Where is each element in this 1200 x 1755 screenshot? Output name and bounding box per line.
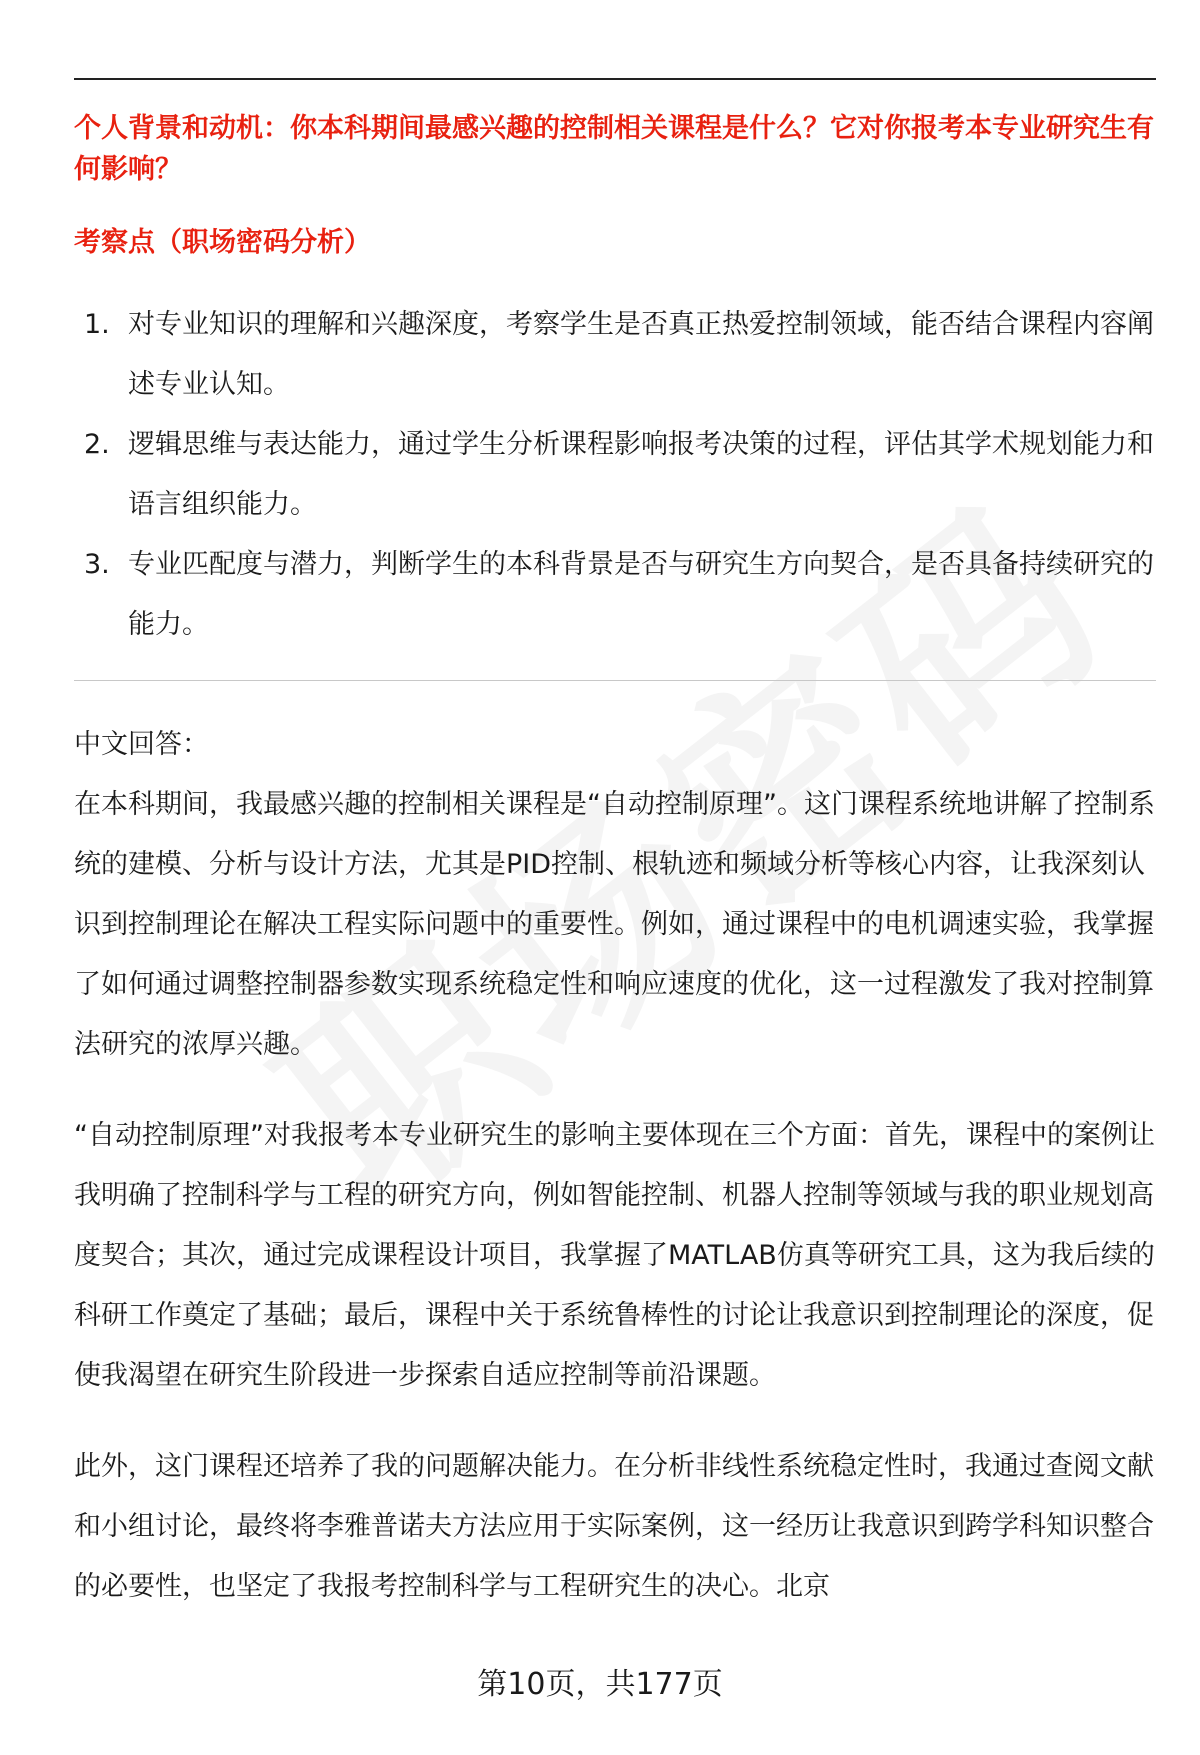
answer-section xyxy=(74,715,1156,1617)
list-item xyxy=(74,295,1156,415)
answer-label: 中文回答： xyxy=(74,729,209,760)
list-item xyxy=(74,535,1156,655)
list-item-number: 3. xyxy=(84,549,110,580)
answer-paragraph: 在本科期间，我最感兴趣的控制相关课程是“自动控制原理”。这门课程系统地讲解了控制系统的建模、分析与设计方法，尤其是PID控制、根轨迹和频域分析等核心内容，让我深刻认识到控制理论在解决工程实际问题中的重要性。例如，通过课程中的电机调速实验，我掌握了如何通过调整控制器参数实现系统稳定性和响应速度的优化，这一过程激发了我对控制算法研究的浓厚兴趣。 xyxy=(74,789,1155,1060)
section-divider xyxy=(74,680,1156,681)
top-divider xyxy=(74,78,1156,80)
list-item-number: 1. xyxy=(84,309,110,340)
list-item-number: 2. xyxy=(84,429,110,460)
list-item xyxy=(74,415,1156,535)
page-number-footer: 第10页，共177页 xyxy=(477,1667,723,1702)
list-item-text: 专业匹配度与潜力，判断学生的本科背景是否与研究生方向契合，是否具备持续研究的能力。 xyxy=(128,549,1154,640)
section-title: 考察点（职场密码分析） xyxy=(74,227,371,258)
answer-paragraph: 此外，这门课程还培养了我的问题解决能力。在分析非线性系统稳定性时，我通过查阅文献和小组讨论，最终将李雅普诺夫方法应用于实际案例，这一经历让我意识到跨学科知识整合的必要性，也坚定了我报考控制科学与工程研究生的决心。北京 xyxy=(74,1451,1154,1602)
question-heading: 个人背景和动机：你本科期间最感兴趣的控制相关课程是什么？它对你报考本专业研究生有何影响？ xyxy=(74,113,1154,185)
assessment-points-list xyxy=(74,295,1156,655)
list-item-text: 对专业知识的理解和兴趣深度，考察学生是否真正热爱控制领域，能否结合课程内容阐述专业认知。 xyxy=(128,309,1154,400)
list-item-text: 逻辑思维与表达能力，通过学生分析课程影响报考决策的过程，评估其学术规划能力和语言组织能力。 xyxy=(128,429,1154,520)
answer-paragraph: “自动控制原理”对我报考本专业研究生的影响主要体现在三个方面：首先，课程中的案例让我明确了控制科学与工程的研究方向，例如智能控制、机器人控制等领域与我的职业规划高度契合；其次，通过完成课程设计项目，我掌握了MATLAB仿真等研究工具，这为我后续的科研工作奠定了基础；最后，课程中关于系统鲁棒性的讨论让我意识到控制理论的深度，促使我渴望在研究生阶段进一步探索自适应控制等前沿课题。 xyxy=(74,1120,1155,1391)
